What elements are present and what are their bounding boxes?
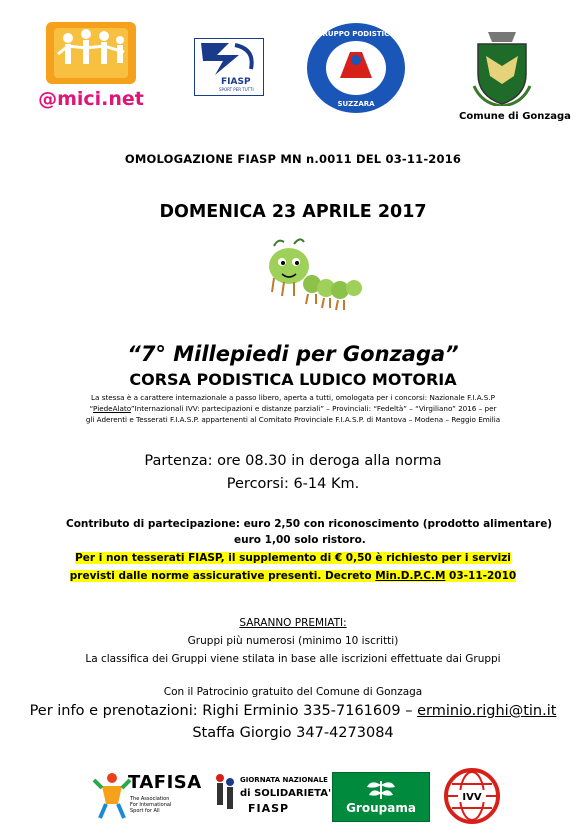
ivv-logo: [444, 768, 500, 824]
millipede-icon: [254, 236, 366, 312]
fiasp-logo-subtext: SPORT PER TUTTI: [219, 87, 254, 92]
fiasp-runner-icon: [195, 39, 263, 79]
fee-amount-2: euro 1,00 solo ristoro.: [234, 534, 366, 546]
contact-line-1-pre: Per info e prenotazioni: Righi Erminio 335-7161609 –: [29, 703, 418, 719]
tafisa-sub-3: Sport for All: [130, 808, 160, 814]
contact-line-2: Staffa Giorgio 347-4273084: [192, 725, 394, 741]
contact-line-1: [0, 703, 586, 719]
tafisa-figure-icon: [92, 770, 132, 820]
amici-logo-text: @mici.net: [38, 88, 144, 110]
fee-line-1: [66, 518, 552, 530]
comune-caption: Comune di Gonzaga: [459, 111, 571, 122]
piedealato-text: PiedeAlato: [93, 404, 131, 413]
description-line-2-post: ”Internazionali IVV: partecipazioni e distanze parziali” – Provinciali: “Fedeltà” – “Virgiliano” 2016 – per: [130, 404, 497, 413]
prizes-line-2: La classifica dei Gruppi viene stilata in base alle iscrizioni effettuate dai Gruppi: [85, 653, 501, 665]
event-subtitle: CORSA PODISTICA LUDICO MOTORIA: [129, 370, 457, 389]
tafisa-logo: [92, 770, 202, 822]
start-time: Partenza: ore 08.30 in deroga alla norma: [144, 453, 442, 469]
tafisa-sub-2: For International: [130, 802, 172, 808]
decree-link-text: Min.D.P.C.M: [375, 570, 446, 582]
solidarity-figures-icon: [212, 772, 238, 820]
gruppo-podistico-suzzara-logo: [306, 22, 406, 114]
groupama-text: Groupama: [346, 801, 416, 815]
crest-icon: [470, 30, 534, 106]
giornata-solidarieta-logo: [212, 772, 332, 822]
millipede-illustration: [254, 236, 366, 312]
description-line-2: [0, 403, 586, 414]
fee-label: Contributo di partecipazione:: [66, 518, 240, 530]
prizes-heading: SARANNO PREMIATI:: [239, 617, 347, 629]
notice-line-2-container: [70, 570, 516, 582]
description-line-1: La stessa è a carattere internazionale a passo libero, aperta a tutti, omologata per i concorsi: Nazionale F.I.A.S.P: [91, 393, 495, 402]
description-line-2-pre: “: [89, 404, 94, 413]
ivv-text: IVV: [462, 792, 482, 803]
omologazione-line: OMOLOGAZIONE FIASP MN n.0011 DEL 03-11-2016: [124, 152, 462, 166]
groupama-logo: [332, 772, 430, 822]
gruppo-podistico-bottom-text: SUZZARA: [337, 100, 375, 108]
notice-line-2: [0, 570, 586, 582]
comune-gonzaga-crest: [470, 30, 534, 106]
fee-amount-1: euro 2,50 con riconoscimento (prodotto alimentare): [243, 518, 553, 530]
amici-logo: [38, 14, 144, 114]
event-date: DOMENICA 23 APRILE 2017: [159, 202, 427, 222]
event-title: “7° Millepiedi per Gonzaga”: [127, 342, 459, 366]
giornata-line-3: FIASP: [248, 802, 290, 815]
description-line-3: gli Aderenti e Tesserati F.I.A.S.P. appartenenti al Comitato Provinciale F.I.A.S.P. di Mantova – Modena – Reggio Emilia: [85, 415, 501, 424]
fiasp-logo-text: FIASP: [221, 77, 251, 87]
contact-email-link[interactable]: erminio.righi@tin.it: [417, 703, 557, 719]
tafisa-text: TAFISA: [128, 772, 202, 793]
amici-figures-icon: [38, 14, 144, 94]
notice-line-1-text: Per i non tesserati FIASP, il supplemento di € 0,50 è richiesto per i servizi: [75, 552, 511, 564]
ivv-globe-icon: [444, 768, 500, 824]
prizes-line-1: Gruppi più numerosi (minimo 10 iscritti): [187, 635, 399, 647]
notice-line-2-pre: previsti dalle norme assicurative presenti. Decreto: [69, 570, 376, 582]
patronage-line: Con il Patrocinio gratuito del Comune di Gonzaga: [163, 686, 423, 698]
gruppo-podistico-top-text: GRUPPO PODISTICO: [316, 30, 396, 38]
tafisa-sub-1: The Association: [130, 796, 170, 802]
giornata-line-2: di SOLIDARIETA': [240, 788, 332, 799]
fiasp-logo: [194, 38, 264, 96]
notice-line-1: [0, 552, 586, 564]
notice-line-2-post: 03-11-2010: [445, 570, 517, 582]
routes: Percorsi: 6-14 Km.: [226, 476, 360, 492]
groupama-plant-icon: [361, 775, 401, 801]
giornata-line-1: GIORNATA NAZIONALE: [240, 776, 328, 784]
